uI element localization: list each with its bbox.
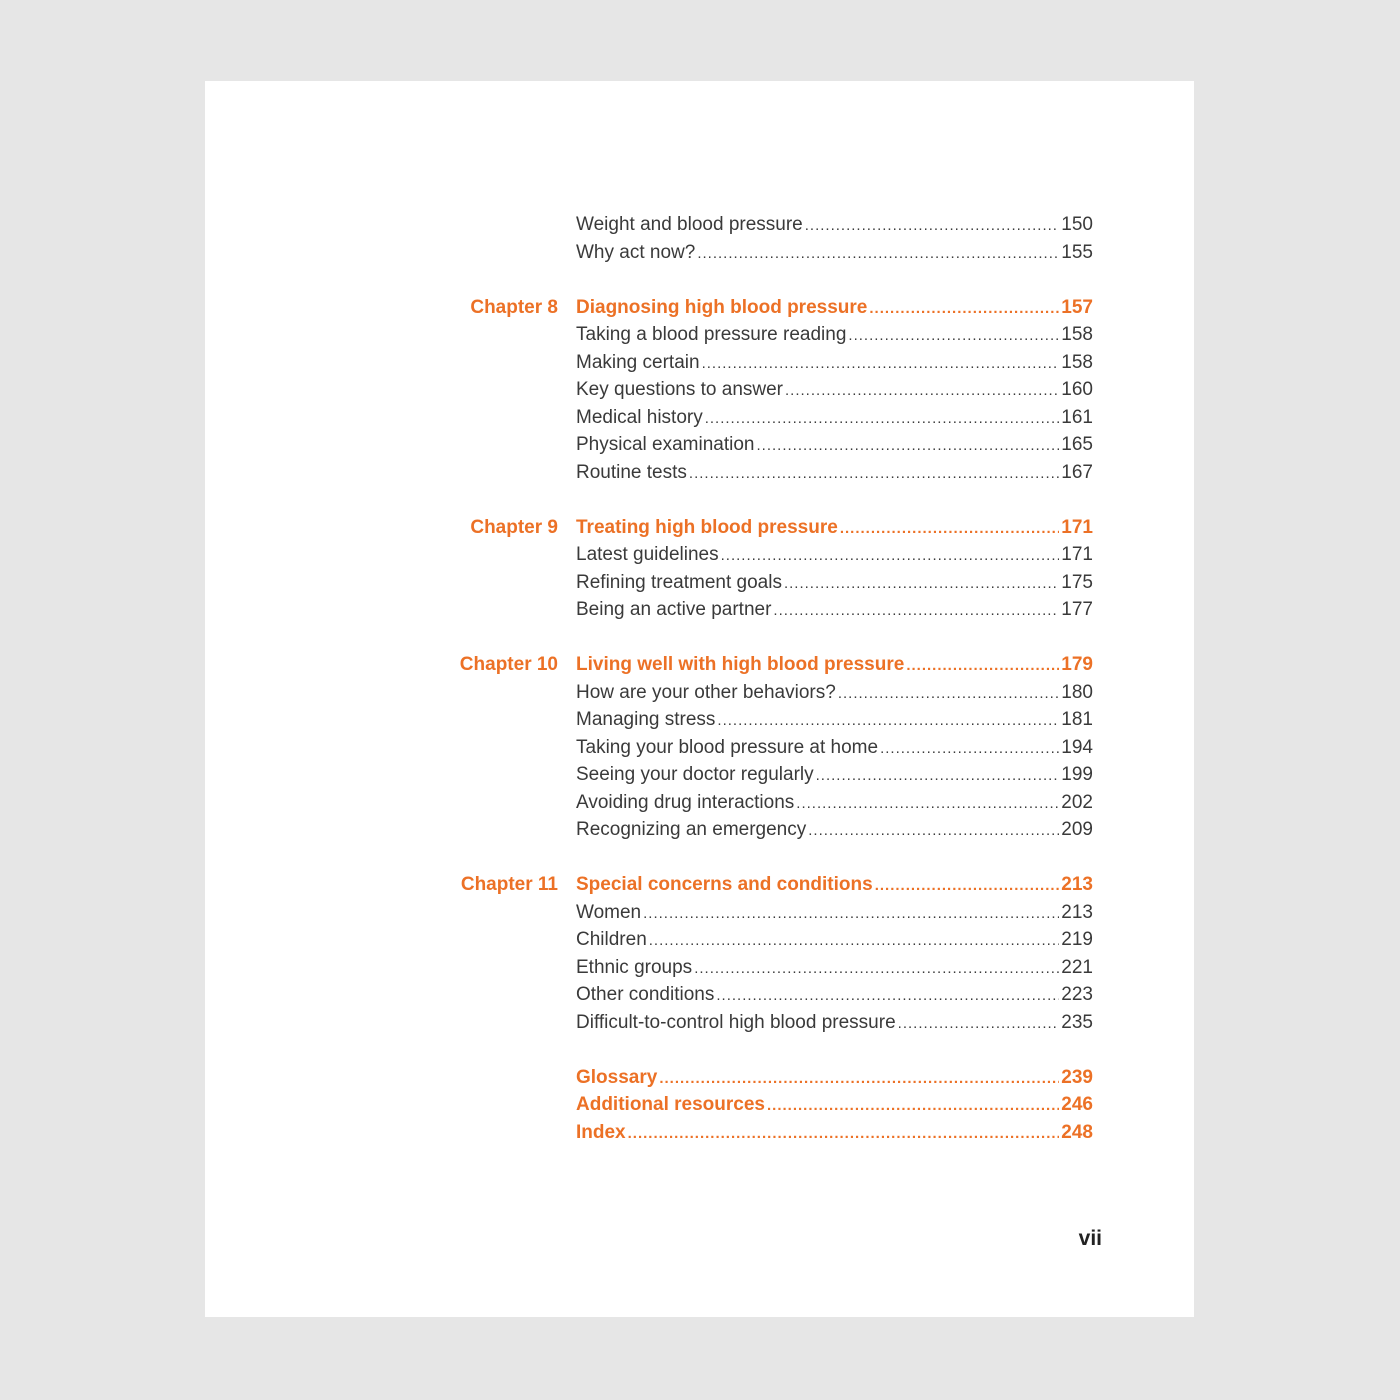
toc-entry-link[interactable]	[576, 376, 1093, 404]
dot-leader	[767, 1092, 1059, 1119]
entry-page-number: 175	[1061, 571, 1093, 593]
entry-title: Making certain	[576, 351, 700, 373]
entry-page-number: 161	[1061, 406, 1093, 428]
toc-heading-link[interactable]	[576, 1119, 1093, 1147]
toc-entry-row	[205, 1009, 1194, 1036]
toc-entry-link[interactable]	[576, 596, 1093, 624]
entry-title: Taking a blood pressure reading	[576, 324, 847, 345]
entry-page-number: 221	[1061, 956, 1093, 978]
entry-title: Seeing your doctor regularly	[576, 764, 814, 785]
entry-page-number: 223	[1061, 984, 1093, 1005]
entry-page-number: 213	[1061, 901, 1093, 923]
dot-leader	[805, 212, 1060, 239]
dot-leader	[702, 350, 1060, 377]
entry-title: Avoiding drug interactions	[576, 791, 795, 813]
dot-leader	[840, 515, 1059, 542]
toc-entry-link[interactable]	[576, 541, 1093, 569]
entry-title: Key questions to answer	[576, 379, 784, 400]
dot-leader	[756, 432, 1059, 459]
toc-chapter-row	[205, 871, 1194, 898]
toc-entry-row	[205, 404, 1194, 431]
toc-entry-link[interactable]	[576, 431, 1093, 459]
toc-entry-link[interactable]	[576, 569, 1093, 597]
dot-leader	[838, 680, 1059, 707]
toc-entry-link[interactable]	[576, 321, 1093, 349]
toc-entry-link[interactable]	[576, 1009, 1093, 1037]
toc-entry-row	[205, 734, 1194, 761]
toc-entry-row	[205, 899, 1194, 926]
toc-chapter-row	[205, 1119, 1194, 1146]
entry-title: Physical examination	[576, 434, 755, 455]
toc-entry-row	[205, 954, 1194, 981]
chapter-label: Chapter 11	[460, 874, 558, 895]
entry-title: Weight and blood pressure	[576, 214, 803, 235]
dot-leader	[717, 707, 1059, 734]
toc-entry-row	[205, 569, 1194, 596]
toc-entry-link[interactable]	[576, 706, 1093, 734]
entry-title: Glossary	[576, 1066, 658, 1088]
entry-title: Recognizing an emergency	[576, 819, 807, 840]
dot-leader	[773, 597, 1059, 624]
dot-leader	[628, 1120, 1060, 1147]
toc-entry-link[interactable]	[576, 954, 1093, 982]
entry-title: Latest guidelines	[576, 544, 719, 565]
toc-entry-row	[205, 541, 1194, 568]
toc-entry-row	[205, 761, 1194, 788]
entry-page-number: 202	[1061, 791, 1093, 813]
toc-heading-link[interactable]	[576, 1091, 1093, 1119]
entry-title: Other conditions	[576, 984, 715, 1005]
dot-leader	[848, 322, 1059, 349]
toc-heading-link[interactable]	[576, 871, 1093, 899]
toc-entry-link[interactable]	[576, 789, 1093, 817]
chapter-label: Chapter 9	[470, 516, 558, 538]
toc-entry-row	[205, 321, 1194, 348]
dot-leader	[875, 872, 1060, 899]
entry-title: Taking your blood pressure at home	[576, 736, 879, 758]
toc-entry-link[interactable]	[576, 926, 1093, 954]
toc-chapter-row	[205, 651, 1194, 678]
entry-title: Why act now?	[576, 241, 696, 263]
entry-page-number: 157	[1061, 296, 1093, 318]
entry-title: Special concerns and conditions	[576, 874, 873, 895]
toc-entry-link[interactable]	[576, 239, 1093, 267]
toc-entry-row	[205, 596, 1194, 623]
dot-leader	[796, 790, 1059, 817]
book-page	[205, 81, 1194, 1317]
dot-leader	[880, 735, 1059, 762]
entry-page-number: 155	[1061, 241, 1093, 263]
dot-leader	[649, 927, 1060, 954]
dot-leader	[689, 460, 1059, 487]
dot-leader	[785, 377, 1059, 404]
entry-title: Index	[576, 1121, 626, 1143]
dot-leader	[716, 982, 1059, 1009]
dot-leader	[705, 405, 1060, 432]
entry-page-number: 158	[1061, 351, 1093, 373]
entry-title: Medical history	[576, 406, 703, 428]
entry-page-number: 219	[1061, 929, 1093, 950]
entry-page-number: 199	[1061, 764, 1093, 785]
page-number: vii	[1078, 1227, 1102, 1250]
dot-leader	[721, 542, 1060, 569]
toc-entry-link[interactable]	[576, 761, 1093, 789]
entry-title: Children	[576, 929, 647, 950]
toc-entry-row	[205, 816, 1194, 843]
entry-title: Managing stress	[576, 709, 716, 730]
entry-page-number: 209	[1061, 819, 1093, 840]
entry-page-number: 179	[1061, 654, 1093, 675]
toc-heading-link[interactable]	[576, 1064, 1093, 1092]
toc-entry-link[interactable]	[576, 211, 1093, 239]
toc-entry-row	[205, 706, 1194, 733]
entry-title: Additional resources	[576, 1094, 765, 1115]
toc-entry-row	[205, 349, 1194, 376]
entry-page-number: 160	[1061, 379, 1093, 400]
toc-entry-link[interactable]	[576, 816, 1093, 844]
dot-leader	[898, 1010, 1060, 1037]
dot-leader	[694, 955, 1059, 982]
toc-chapter-row	[205, 294, 1194, 321]
toc-entry-row	[205, 981, 1194, 1008]
entry-title: Treating high blood pressure	[576, 516, 838, 538]
toc-entry-link[interactable]	[576, 349, 1093, 377]
entry-page-number: 246	[1061, 1094, 1093, 1115]
toc-chapter-row	[205, 1064, 1194, 1091]
dot-leader	[659, 1065, 1059, 1092]
dot-leader	[697, 240, 1059, 267]
entry-page-number: 213	[1061, 874, 1093, 895]
entry-title: Diagnosing high blood pressure	[576, 296, 868, 318]
entry-title: Living well with high blood pressure	[576, 654, 905, 675]
entry-page-number: 194	[1061, 736, 1093, 758]
toc-entry-link[interactable]	[576, 899, 1093, 927]
entry-page-number: 165	[1061, 434, 1093, 455]
entry-page-number: 239	[1061, 1066, 1093, 1088]
toc-entry-row	[205, 239, 1194, 266]
toc-heading-link[interactable]	[576, 514, 1093, 542]
entry-page-number: 171	[1061, 516, 1093, 538]
toc-entry-row	[205, 926, 1194, 953]
entry-page-number: 167	[1061, 461, 1093, 483]
entry-title: Difficult-to-control high blood pressure	[576, 1011, 896, 1033]
toc-entry-row	[205, 431, 1194, 458]
toc-entry-link[interactable]	[576, 981, 1093, 1009]
dot-leader	[784, 570, 1059, 597]
entry-title: Being an active partner	[576, 599, 772, 620]
toc-entry-link[interactable]	[576, 734, 1093, 762]
chapter-label: Chapter 10	[459, 654, 558, 675]
chapter-label: Chapter 8	[470, 296, 558, 318]
dot-leader	[816, 762, 1060, 789]
entry-page-number: 150	[1061, 214, 1093, 235]
toc-entry-row	[205, 211, 1194, 238]
entry-title: Women	[576, 901, 642, 923]
entry-title: How are your other behaviors?	[576, 681, 836, 703]
toc-chapter-row	[205, 1091, 1194, 1118]
toc-entry-row	[205, 459, 1194, 486]
dot-leader	[906, 652, 1059, 679]
toc-entry-link[interactable]	[576, 679, 1093, 707]
entry-page-number: 181	[1061, 709, 1093, 730]
entry-page-number: 177	[1061, 599, 1093, 620]
entry-page-number: 180	[1061, 681, 1093, 703]
dot-leader	[643, 900, 1059, 927]
toc-entry-row	[205, 679, 1194, 706]
toc-entry-link[interactable]	[576, 459, 1093, 487]
entry-page-number: 171	[1061, 544, 1093, 565]
toc-heading-link[interactable]	[576, 651, 1093, 679]
toc-chapter-row	[205, 514, 1194, 541]
dot-leader	[808, 817, 1059, 844]
entry-page-number: 248	[1061, 1121, 1093, 1143]
toc-entry-link[interactable]	[576, 404, 1093, 432]
entry-page-number: 235	[1061, 1011, 1093, 1033]
entry-title: Routine tests	[576, 461, 687, 483]
toc-entry-row	[205, 376, 1194, 403]
entry-title: Refining treatment goals	[576, 571, 782, 593]
dot-leader	[869, 295, 1059, 322]
toc-heading-link[interactable]	[576, 294, 1093, 322]
entry-page-number: 158	[1061, 324, 1093, 345]
toc-entry-row	[205, 789, 1194, 816]
entry-title: Ethnic groups	[576, 956, 693, 978]
